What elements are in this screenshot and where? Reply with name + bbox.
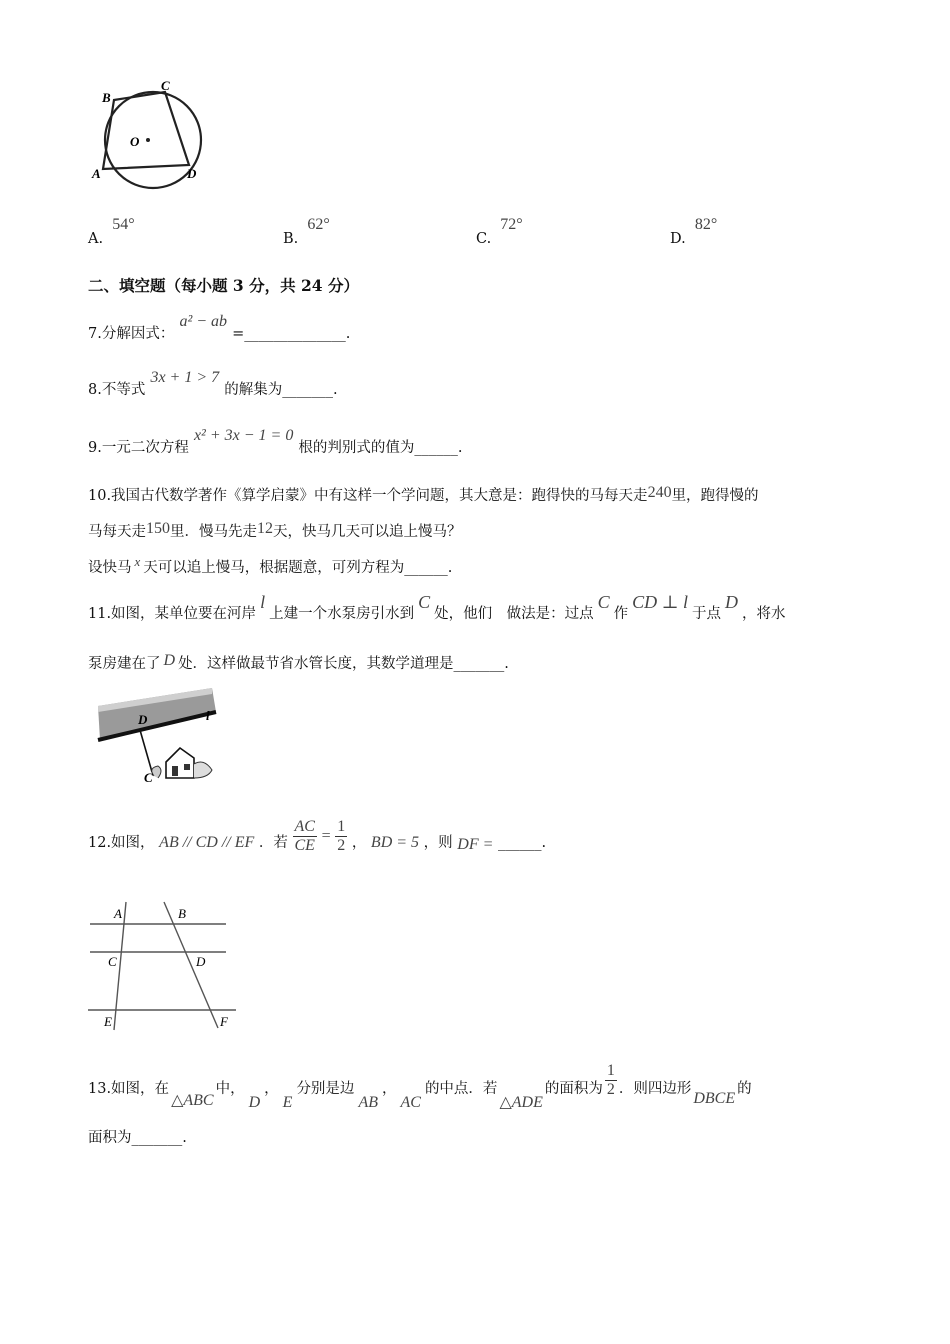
q13-p2: 中，	[215, 1080, 245, 1097]
option-b-value: 62°	[307, 216, 330, 233]
q10-line2a: 马每天走	[88, 524, 146, 540]
q10-n3: 12	[257, 520, 273, 537]
q10-line2c: 天，快马几天可以追上慢马？	[273, 524, 462, 540]
q11-C: C	[418, 592, 431, 612]
q13-quad: DBCE	[693, 1089, 736, 1107]
q8-expr: 3x + 1 > 7	[150, 369, 220, 386]
q13-D: D	[248, 1093, 261, 1111]
q11-line1b: 上建一个水泵房引水到	[269, 606, 415, 622]
fig12-label-E: E	[104, 1014, 112, 1029]
q13-p3: ，	[264, 1080, 279, 1097]
q11-line1e: 于点	[692, 606, 722, 622]
option-b[interactable]	[283, 214, 330, 247]
q12-frac-den: CE	[294, 837, 315, 854]
q7-suffix: =______________.	[232, 326, 351, 342]
q10-line1b: 里，跑得慢的	[671, 488, 759, 504]
option-a-value: 54°	[112, 216, 135, 233]
q8-suffix: 的解集为_______.	[224, 382, 338, 398]
q13-p6: 的中点．若	[424, 1080, 498, 1097]
river-pump-figure	[94, 684, 224, 786]
q11-C2: C	[597, 592, 610, 612]
parallel-lines-figure	[84, 900, 244, 1032]
q11-line2a: 泵房建在了	[88, 656, 161, 672]
q11-line1a: 11.如图，某单位要在河岸	[88, 606, 257, 622]
q12-fraction-half	[335, 818, 347, 855]
q13-line2: 面积为_______.	[88, 1130, 187, 1146]
q10-n2: 150	[146, 520, 170, 537]
circle-quadrilateral-figure	[88, 78, 218, 190]
q10-line3	[88, 556, 452, 577]
option-d-letter: D.	[670, 231, 686, 247]
option-d-value: 82°	[694, 216, 718, 233]
q10-line2	[88, 520, 462, 541]
q8-prefix: 8.不等式	[88, 382, 146, 398]
q10-line2b: 里．慢马先走	[170, 524, 257, 540]
fig-label-D: D	[138, 712, 148, 727]
fig-label-C: C	[144, 770, 153, 785]
q12-then: ，则	[423, 834, 453, 851]
q9-expr: x² + 3x − 1 = 0	[193, 427, 294, 444]
q11-D: D	[725, 592, 739, 612]
q11-l: l	[260, 592, 266, 612]
q13-fraction-half	[605, 1062, 617, 1099]
q12-comma1: ，	[351, 834, 367, 851]
q13-half-den: 2	[606, 1081, 615, 1098]
label-A: A	[92, 166, 101, 181]
question-12	[88, 818, 546, 855]
option-b-letter: B.	[283, 231, 299, 247]
q10-line1	[88, 484, 759, 505]
question-9	[88, 424, 463, 456]
option-c-letter: C.	[476, 231, 492, 247]
label-D: D	[187, 166, 197, 181]
label-B: B	[102, 90, 111, 105]
q12-half-num: 1	[337, 818, 346, 835]
fig12-label-A: A	[114, 906, 122, 921]
q9-suffix: 根的判别式的值为______.	[298, 440, 463, 456]
q11-line1c: 处，他们 做法是：过点	[434, 606, 594, 622]
fig12-label-F: F	[220, 1014, 228, 1029]
q13-tri2: △ADE	[499, 1093, 543, 1111]
q13-tri1: △ABC	[171, 1091, 214, 1109]
q12-df: DF =	[457, 835, 494, 853]
fig12-label-C: C	[108, 954, 117, 969]
q11-line1	[88, 592, 786, 622]
fig-label-l: l	[206, 708, 210, 723]
q10-var: x	[134, 554, 141, 569]
q9-prefix: 9.一元二次方程	[88, 440, 189, 456]
q13-p5: ，	[381, 1080, 397, 1097]
q11-line2	[88, 652, 509, 673]
q12-prefix: 12.如图，	[88, 834, 155, 851]
fig12-label-B: B	[178, 906, 186, 921]
q13-p4: 分别是边	[296, 1080, 355, 1097]
q12-mid: ．若	[258, 834, 288, 851]
q13-E: E	[282, 1093, 293, 1111]
q12-parallel: AB // CD // EF	[159, 833, 255, 851]
q11-perp: CD ⊥ l	[632, 592, 689, 612]
q13-p7: 的面积为	[544, 1080, 603, 1097]
option-c[interactable]	[476, 214, 523, 247]
question-7	[88, 310, 351, 342]
option-a-letter: A.	[88, 231, 104, 247]
q12-half-den: 2	[337, 837, 346, 854]
q11-D2: D	[163, 652, 176, 669]
option-c-value: 72°	[500, 216, 523, 233]
q13-line1	[88, 1062, 752, 1111]
q7-prefix: 7.分解因式：	[88, 326, 175, 342]
q10-line3a: 设快马	[88, 560, 132, 576]
q12-eq: =	[321, 827, 331, 845]
q12-fraction-ac-ce	[293, 818, 317, 855]
section-title: 二、填空题（每小题 3 分，共 24 分）	[88, 276, 359, 295]
fig12-label-D: D	[196, 954, 206, 969]
question-8	[88, 366, 338, 398]
q12-blank: ______.	[498, 834, 547, 851]
q7-expr: a² − ab	[179, 313, 228, 330]
q12-frac-num: AC	[294, 818, 315, 835]
q13-p8: ．则四边形	[618, 1080, 692, 1097]
q13-p9: 的	[737, 1080, 752, 1097]
q11-line1f: ，将水	[742, 606, 786, 622]
option-d[interactable]	[670, 214, 718, 247]
q11-line2b: 处．这样做最节省水管长度，其数学道理是_______.	[178, 656, 509, 672]
q13-p1: 13.如图，在	[88, 1080, 170, 1097]
q12-bd: BD = 5	[370, 833, 420, 851]
q11-line1d: 作	[613, 606, 629, 622]
q13-AB: AB	[358, 1093, 378, 1111]
q10-n1: 240	[647, 484, 672, 501]
q10-line3b: 天可以追上慢马，根据题意，可列方程为______.	[143, 560, 453, 576]
q13-half-num: 1	[606, 1062, 615, 1079]
option-a[interactable]	[88, 214, 135, 247]
q13-AC: AC	[400, 1093, 421, 1111]
label-C: C	[161, 78, 170, 93]
label-O: O	[130, 134, 140, 149]
q10-line1a: 10.我国古代数学著作《算学启蒙》中有这样一个学问题，其大意是：跑得快的马每天走	[88, 488, 648, 504]
